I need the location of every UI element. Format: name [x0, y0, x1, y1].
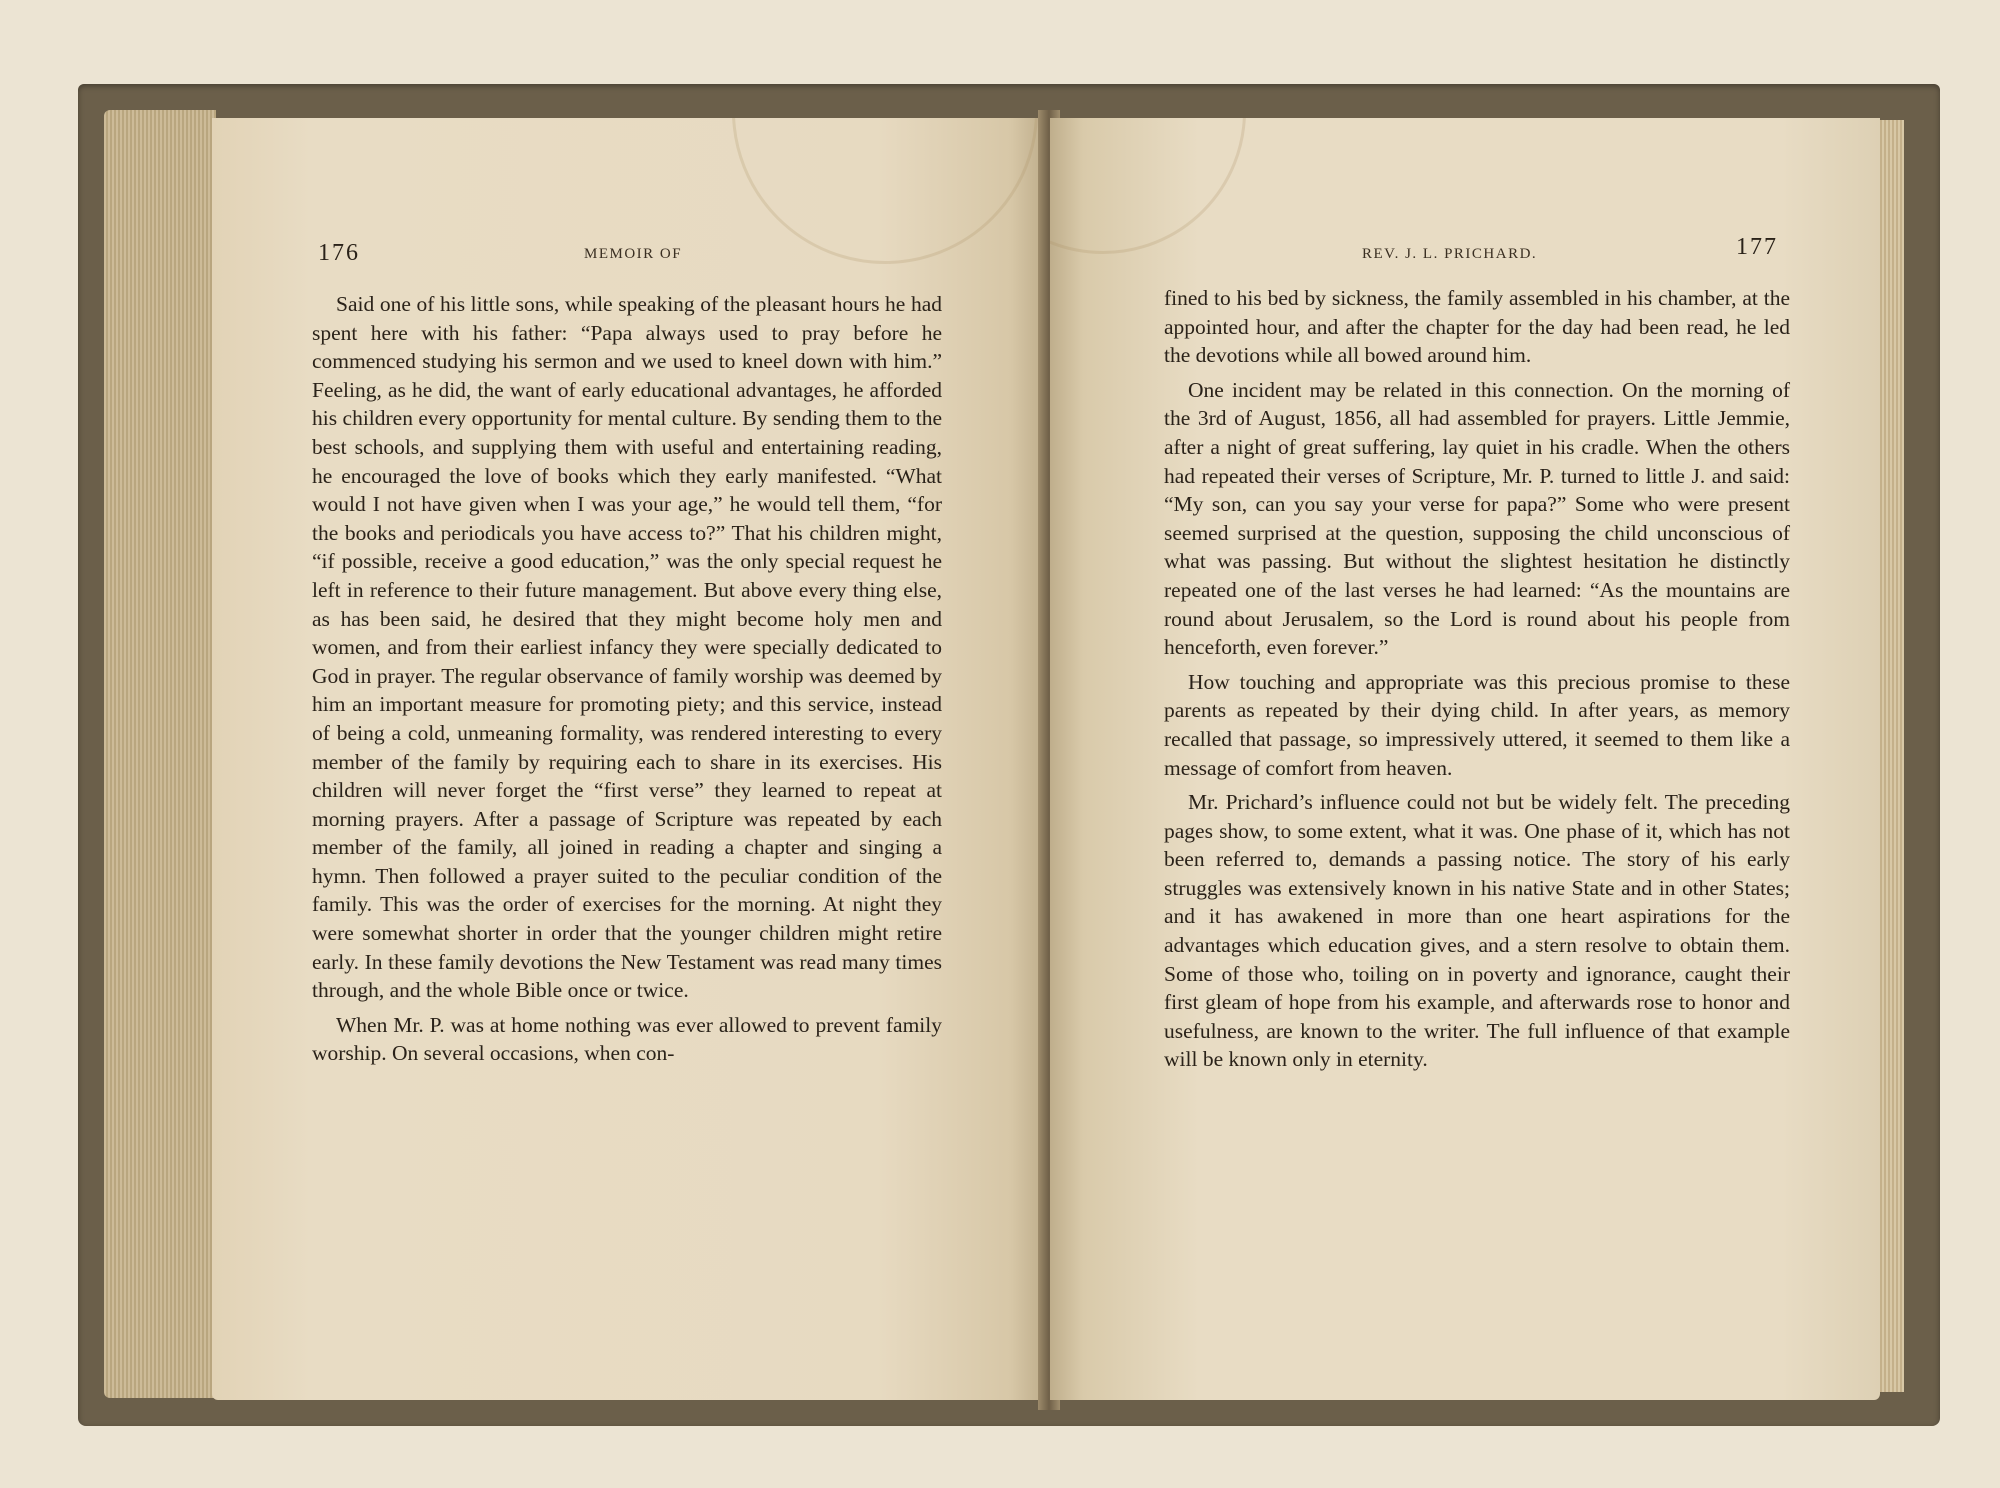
page-number-left: 176	[318, 240, 360, 266]
coffee-ring-stain	[1050, 118, 1246, 254]
right-running-head	[1050, 234, 1880, 276]
left-text-block	[312, 290, 942, 1068]
left-running-title: MEMOIR OF	[584, 246, 683, 262]
page-number-right: 177	[1736, 234, 1778, 260]
right-text-block	[1164, 284, 1790, 1074]
right-running-title: REV. J. L. PRICHARD.	[1362, 246, 1538, 262]
paragraph: When Mr. P. was at home nothing was ever allowed to prevent family worship. On several occasions, when con-	[312, 1012, 942, 1066]
left-running-head	[212, 240, 1044, 276]
paragraph: Mr. Prichard’s influence could not but be widely felt. The preceding pages show, to some extent, what it was. One phase of it, which has not been referred to, demands a passing notice. The story of his early struggles was extensively known in his native State and in other States; and it has awakened in more than one heart aspirations for the advantages which education gives, and a stern resolve to obtain them. Some of those who, toiling on in poverty and ignorance, caught their first gleam of hope from his example, and afterwards rose to honor and usefulness, are known to the writer. The full influence of that example will be known only in eternity.	[1164, 790, 1790, 1072]
left-page	[212, 118, 1044, 1400]
paragraph: How touching and appropriate was this precious promise to these parents as repeated by their dying child. In after years, as memory recalled that passage, so impressively uttered, it seemed to them like a message of comfort from heaven.	[1164, 669, 1790, 780]
page-edges-right	[1878, 120, 1904, 1392]
paragraph: fined to his bed by sickness, the family assembled in his chamber, at the appointed hour, and after the chapter for the day had been read, he led the devotions while all bowed around him.	[1164, 286, 1790, 368]
right-page	[1050, 118, 1880, 1400]
paragraph: One incident may be related in this connection. On the morning of the 3rd of August, 1856, all had assembled for prayers. Little Jemmie, after a night of great suffering, lay quiet in his cradle. When the others had repeated their verses of Scripture, Mr. P. turned to little J. and said: “My son, can you say your verse for papa?” Some who were present seemed surprised at the question, supposing the child unconscious of what was passing. But without the slightest hesitation he distinctly repeated one of the last verses he had learned: “As the mountains are round about Jerusalem, so the Lord is round about his people from henceforth, even forever.”	[1164, 377, 1790, 660]
page-edges-left	[104, 110, 216, 1398]
paragraph: Said one of his little sons, while speaking of the pleasant hours he had spent here with his father: “Papa always used to pray before he commenced studying his sermon and we used to kneel down with him.” Feeling, as he did, the want of early educational advantages, he afforded his children every opportunity for mental culture. By sending them to the best schools, and supplying them with useful and entertaining reading, he encouraged the love of books which they early manifested. “What would I not have given when I was your age,” he would tell them, “for the books and periodicals you have access to?” That his children might, “if possible, receive a good education,” was the only special request he left in reference to their future management. But above every thing else, as has been said, he desired that they might become holy men and women, and from their earliest infancy they were specially dedicated to God in prayer. The regular observance of family worship was deemed by him an important measure for promoting piety; and this service, instead of being a cold, unmeaning formality, was rendered interesting to every member of the family by requiring each to share in its exercises. His children will never forget the “first verse” they learned to repeat at morning prayers. After a passage of Scripture was repeated by each member of the family, all joined in reading a chapter and singing a hymn. Then followed a prayer suited to the peculiar condition of the family. This was the order of exercises for the morning. At night they were somewhat shorter in order that the younger children might retire early. In these family devotions the New Testament was read many times through, and the whole Bible once or twice.	[312, 292, 942, 1003]
